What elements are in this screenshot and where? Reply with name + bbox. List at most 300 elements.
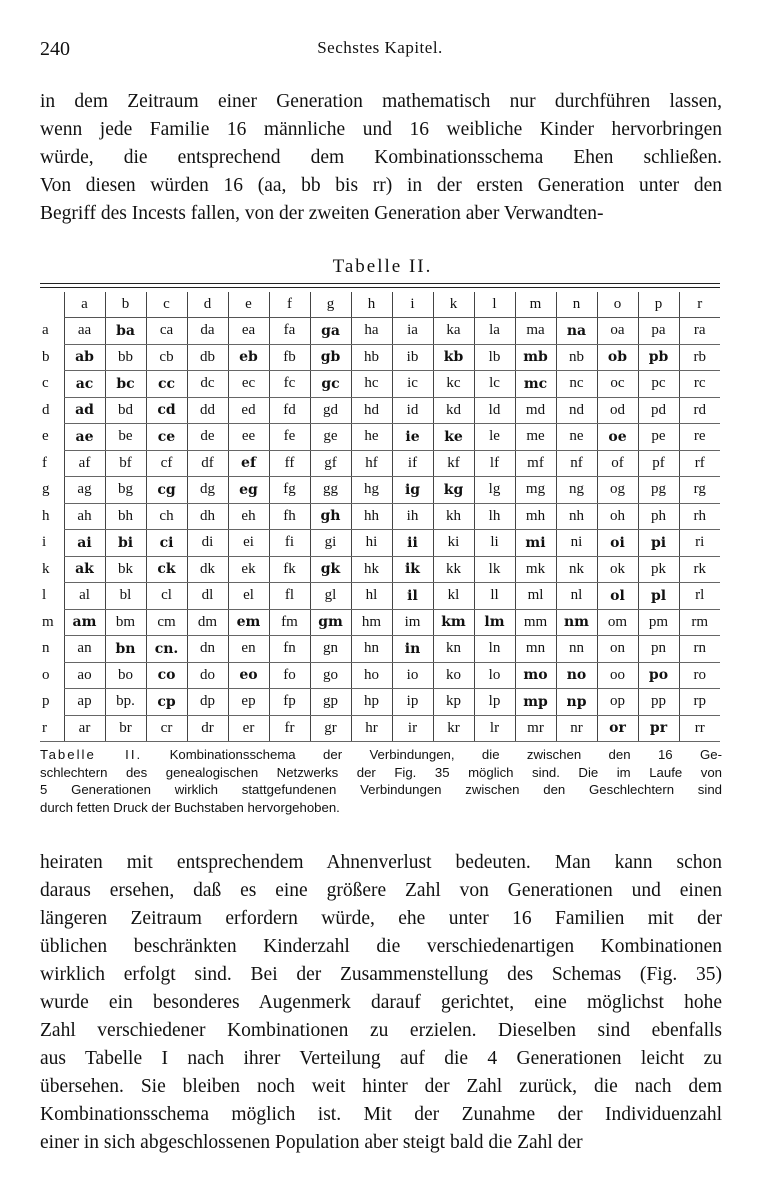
table-cell-bold: no: [556, 662, 597, 689]
table-cell: fg: [269, 477, 310, 504]
table-row: [40, 636, 720, 663]
column-header: k: [433, 292, 474, 318]
table-cell-bold: mb: [515, 344, 556, 371]
table-cell: kr: [433, 715, 474, 742]
table-cell-bold: ad: [64, 397, 105, 424]
table-cell: kk: [433, 556, 474, 583]
table-cell: dp: [187, 689, 228, 716]
table-cell-bold: bc: [105, 371, 146, 398]
table-cell: bg: [105, 477, 146, 504]
table-cell: eh: [228, 503, 269, 530]
table-cell: nb: [556, 344, 597, 371]
text-line: aus Tabelle I nach ihrer Verteilung auf die 4 Generationen leicht zu: [40, 1048, 722, 1069]
table-cell: lo: [474, 662, 515, 689]
table-cell: oo: [597, 662, 638, 689]
table-cell: ni: [556, 530, 597, 557]
table-cell: ao: [64, 662, 105, 689]
table-cell: oa: [597, 318, 638, 345]
text-line: in dem Zeitraum einer Generation mathematisch nur durchführen lassen,: [40, 91, 722, 112]
table-cell: li: [474, 530, 515, 557]
table-cell: lh: [474, 503, 515, 530]
table-cell: ar: [64, 715, 105, 742]
table-cell: pk: [638, 556, 679, 583]
table-cell: mk: [515, 556, 556, 583]
table-cell-bold: ke: [433, 424, 474, 451]
table-cell: rm: [679, 609, 720, 636]
table-cell-bold: ai: [64, 530, 105, 557]
table-cell: ln: [474, 636, 515, 663]
table-cell: lf: [474, 450, 515, 477]
row-header: r: [40, 715, 64, 742]
table-cell: hd: [351, 397, 392, 424]
table-cell-bold: bn: [105, 636, 146, 663]
table-cell: ph: [638, 503, 679, 530]
table-cell-bold: ii: [392, 530, 433, 557]
table-cell: on: [597, 636, 638, 663]
table-cell: ib: [392, 344, 433, 371]
table-cell: ne: [556, 424, 597, 451]
column-header: b: [105, 292, 146, 318]
table-cell-bold: ie: [392, 424, 433, 451]
table-cell: re: [679, 424, 720, 451]
table-cell: bp.: [105, 689, 146, 716]
table-cell-bold: gk: [310, 556, 351, 583]
table-cell: hr: [351, 715, 392, 742]
table-cell: pm: [638, 609, 679, 636]
table-cell: nr: [556, 715, 597, 742]
table-row: [40, 318, 720, 345]
table-cell-bold: lm: [474, 609, 515, 636]
table-cell: rn: [679, 636, 720, 663]
table-cell: bo: [105, 662, 146, 689]
table-cell: mh: [515, 503, 556, 530]
table-row: [40, 397, 720, 424]
text-line: einer in sich abgeschlossenen Population aber steigt bald die Zahl der: [40, 1132, 583, 1153]
table-cell: gp: [310, 689, 351, 716]
table-cell-bold: ce: [146, 424, 187, 451]
table-cell: ir: [392, 715, 433, 742]
table-cell: bd: [105, 397, 146, 424]
table-cell: el: [228, 583, 269, 610]
table-cell: fc: [269, 371, 310, 398]
table-cell-bold: ik: [392, 556, 433, 583]
paragraph-bottom: [40, 849, 722, 1157]
table-cell: rb: [679, 344, 720, 371]
table-cell: ld: [474, 397, 515, 424]
table-cell: kc: [433, 371, 474, 398]
table-cell: lg: [474, 477, 515, 504]
table-cell: oc: [597, 371, 638, 398]
caption-line: schlechtern des genealogischen Netzwerks der Fig. 35 möglich sind. Die im Laufe von: [40, 764, 722, 780]
table-cell: gd: [310, 397, 351, 424]
table-cell-bold: mo: [515, 662, 556, 689]
row-header: m: [42, 613, 54, 630]
table-cell-bold: co: [146, 662, 187, 689]
table-cell: rf: [679, 450, 720, 477]
table-cell: nl: [556, 583, 597, 610]
table-cell: ch: [146, 503, 187, 530]
row-header: d: [42, 401, 50, 418]
table-cell: fm: [269, 609, 310, 636]
table-cell: pg: [638, 477, 679, 504]
table-cell-bold: ci: [146, 530, 187, 557]
row-header: o: [42, 666, 50, 683]
table-cell: mn: [515, 636, 556, 663]
table-cell-bold: ck: [146, 556, 187, 583]
text-line: Begriff des Incests fallen, von der zweiten Generation aber Verwandten-: [40, 203, 604, 224]
table-cell: pf: [638, 450, 679, 477]
table-cell: cr: [146, 715, 187, 742]
table-cell: rg: [679, 477, 720, 504]
table-cell: ml: [515, 583, 556, 610]
table-cell-bold: pl: [638, 583, 679, 610]
table-cell: ih: [392, 503, 433, 530]
table-cell: fh: [269, 503, 310, 530]
table-cell: bk: [105, 556, 146, 583]
table-cell: nd: [556, 397, 597, 424]
text-line: längeren Zeitraum erfordern würde, ehe unter 16 Familien mit der: [40, 908, 722, 929]
column-header: e: [228, 292, 269, 318]
table-cell: pn: [638, 636, 679, 663]
table-cell: cl: [146, 583, 187, 610]
table-cell: ic: [392, 371, 433, 398]
table-cell: pp: [638, 689, 679, 716]
table-rule: [40, 287, 720, 288]
row-header: p: [42, 693, 50, 710]
column-header: i: [392, 292, 433, 318]
table-cell: ah: [64, 503, 105, 530]
table-cell: df: [187, 450, 228, 477]
table-rule: [40, 283, 720, 284]
table-cell: dk: [187, 556, 228, 583]
table-cell: pd: [638, 397, 679, 424]
table-cell-bold: gb: [310, 344, 351, 371]
table-row: [40, 344, 720, 371]
table-cell: cm: [146, 609, 187, 636]
table-cell: fa: [269, 318, 310, 345]
table-cell: nf: [556, 450, 597, 477]
column-header: c: [146, 292, 187, 318]
table-cell: bh: [105, 503, 146, 530]
text-line: würde, die entsprechend dem Kombinationsschema Ehen schließen.: [40, 147, 722, 168]
table-row: [40, 424, 720, 451]
row-header: f: [42, 454, 47, 471]
table-cell: kf: [433, 450, 474, 477]
column-header: g: [310, 292, 351, 318]
table-cell: fl: [269, 583, 310, 610]
row-header: e: [42, 428, 49, 445]
table-cell: ei: [228, 530, 269, 557]
row-header: b: [42, 348, 50, 365]
table-cell-bold: pb: [638, 344, 679, 371]
table-cell: ia: [392, 318, 433, 345]
table-cell: mm: [515, 609, 556, 636]
table-cell: rh: [679, 503, 720, 530]
table-cell: gg: [310, 477, 351, 504]
table-cell: pc: [638, 371, 679, 398]
table-cell: rr: [679, 715, 720, 742]
table-cell: bb: [105, 344, 146, 371]
table-row: [40, 715, 720, 742]
table-title: Tabelle II.: [332, 256, 433, 277]
table-cell: ho: [351, 662, 392, 689]
table-cell-bold: eg: [228, 477, 269, 504]
table-cell: ek: [228, 556, 269, 583]
text-line: Von diesen würden 16 (aa, bb bis rr) in der ersten Generation unter den: [40, 175, 722, 196]
table-cell: fk: [269, 556, 310, 583]
table-cell: og: [597, 477, 638, 504]
table-cell: en: [228, 636, 269, 663]
table-cell-bold: nm: [556, 609, 597, 636]
table-cell: dh: [187, 503, 228, 530]
table-cell-bold: cc: [146, 371, 187, 398]
column-header: o: [597, 292, 638, 318]
table-cell: kd: [433, 397, 474, 424]
table-cell: ep: [228, 689, 269, 716]
table-cell-bold: oe: [597, 424, 638, 451]
table-cell: dc: [187, 371, 228, 398]
row-header: i: [42, 534, 47, 551]
table-cell: ma: [515, 318, 556, 345]
text-line: übersehen. Sie bleiben noch weit hinter der Zahl zurück, die nach dem: [40, 1076, 722, 1097]
row-header: g: [42, 481, 50, 498]
table-cell: of: [597, 450, 638, 477]
table-cell-bold: in: [392, 636, 433, 663]
table-cell: hg: [351, 477, 392, 504]
column-header: d: [187, 292, 228, 318]
table-cell-bold: ef: [228, 450, 269, 477]
caption-label: Tabelle II.: [40, 747, 143, 762]
table-cell: op: [597, 689, 638, 716]
table-cell: mf: [515, 450, 556, 477]
table-cell: fo: [269, 662, 310, 689]
table-row: [40, 477, 720, 504]
table-row: [40, 609, 720, 636]
table-cell-bold: mp: [515, 689, 556, 716]
column-header: r: [679, 292, 720, 318]
caption-text: Kombinationsschema der Verbindungen, die zwischen den 16 Ge-: [169, 747, 722, 762]
table-row: [40, 530, 720, 557]
table-cell: di: [187, 530, 228, 557]
table-cell: do: [187, 662, 228, 689]
table-cell-bold: cd: [146, 397, 187, 424]
column-header: n: [556, 292, 597, 318]
table-cell: ea: [228, 318, 269, 345]
table-corner: [40, 292, 64, 318]
table-cell-bold: pi: [638, 530, 679, 557]
row-header: l: [42, 587, 47, 604]
table-cell-bold: mc: [515, 371, 556, 398]
table-cell: fb: [269, 344, 310, 371]
table-header-row: [40, 292, 720, 318]
table-cell: id: [392, 397, 433, 424]
table-cell: nh: [556, 503, 597, 530]
table-cell: kl: [433, 583, 474, 610]
table-cell-bold: ab: [64, 344, 105, 371]
table-cell: lr: [474, 715, 515, 742]
table-cell: fe: [269, 424, 310, 451]
table-cell-bold: ak: [64, 556, 105, 583]
table-cell: ll: [474, 583, 515, 610]
table-row: [40, 503, 720, 530]
table-cell-bold: am: [64, 609, 105, 636]
table-cell: hl: [351, 583, 392, 610]
table-cell: hb: [351, 344, 392, 371]
table-cell: lp: [474, 689, 515, 716]
column-header: l: [474, 292, 515, 318]
table-cell-bold: np: [556, 689, 597, 716]
table-cell-bold: na: [556, 318, 597, 345]
table-cell-bold: ga: [310, 318, 351, 345]
table-cell: dd: [187, 397, 228, 424]
table-cell: be: [105, 424, 146, 451]
table-cell: gl: [310, 583, 351, 610]
table-cell-bold: or: [597, 715, 638, 742]
row-header: n: [42, 640, 50, 657]
table-cell: ka: [433, 318, 474, 345]
table-cell-bold: cn.: [146, 636, 187, 663]
table-cell: al: [64, 583, 105, 610]
table-row: [40, 689, 720, 716]
table-cell: hi: [351, 530, 392, 557]
row-header: c: [42, 375, 49, 392]
table-cell: mg: [515, 477, 556, 504]
table-cell: rl: [679, 583, 720, 610]
table-cell: oh: [597, 503, 638, 530]
table-cell: od: [597, 397, 638, 424]
table-cell: fd: [269, 397, 310, 424]
table-cell: hn: [351, 636, 392, 663]
column-header: a: [64, 292, 105, 318]
table-cell: gr: [310, 715, 351, 742]
table-cell-bold: cp: [146, 689, 187, 716]
table-cell: fi: [269, 530, 310, 557]
table-cell-bold: em: [228, 609, 269, 636]
table-cell: kp: [433, 689, 474, 716]
text-line: Zahl verschiedener Kombinationen zu erzielen. Dieselben sind ebenfalls: [40, 1020, 722, 1041]
table-cell: hp: [351, 689, 392, 716]
table-cell: lk: [474, 556, 515, 583]
table-cell: ff: [269, 450, 310, 477]
table-cell-bold: ae: [64, 424, 105, 451]
table-row: [40, 662, 720, 689]
table-cell: fn: [269, 636, 310, 663]
combination-table: [40, 292, 720, 742]
table-cell-bold: kb: [433, 344, 474, 371]
paragraph-top: [40, 88, 722, 228]
table-cell-bold: mi: [515, 530, 556, 557]
table-cell: bf: [105, 450, 146, 477]
table-cell: if: [392, 450, 433, 477]
table-cell: hm: [351, 609, 392, 636]
column-header: p: [638, 292, 679, 318]
table-cell: ee: [228, 424, 269, 451]
table-cell: aa: [64, 318, 105, 345]
table-cell: ap: [64, 689, 105, 716]
table-cell-bold: gm: [310, 609, 351, 636]
table-cell: dl: [187, 583, 228, 610]
table-cell: ag: [64, 477, 105, 504]
table-cell: kh: [433, 503, 474, 530]
table-cell-bold: eb: [228, 344, 269, 371]
table-cell-bold: pr: [638, 715, 679, 742]
table-cell: ko: [433, 662, 474, 689]
table-cell-bold: cg: [146, 477, 187, 504]
column-header: h: [351, 292, 392, 318]
table-cell: ki: [433, 530, 474, 557]
table-cell-bold: km: [433, 609, 474, 636]
table-cell-bold: ol: [597, 583, 638, 610]
text-line: wurde ein besonderes Augenmerk darauf gerichtet, eine möglichst hohe: [40, 992, 722, 1013]
table-row: [40, 583, 720, 610]
table-cell: de: [187, 424, 228, 451]
table-cell: rk: [679, 556, 720, 583]
text-line: üblichen beschränkten Kinderzahl die verschiedenartigen Kombinationen: [40, 936, 722, 957]
table-cell-bold: il: [392, 583, 433, 610]
table-cell: ok: [597, 556, 638, 583]
table-cell: ro: [679, 662, 720, 689]
table-cell: hf: [351, 450, 392, 477]
table-cell: gi: [310, 530, 351, 557]
row-header: h: [42, 507, 50, 524]
table-cell: md: [515, 397, 556, 424]
table-row: [40, 450, 720, 477]
table-cell: he: [351, 424, 392, 451]
table-cell: rp: [679, 689, 720, 716]
table-cell-bold: oi: [597, 530, 638, 557]
table-cell: cf: [146, 450, 187, 477]
caption-line: durch fetten Druck der Buchstaben hervorgehoben.: [40, 799, 340, 815]
text-line: Kombinationsschema möglich ist. Mit der Zunahme der Individuenzahl: [40, 1104, 722, 1125]
table-cell: rd: [679, 397, 720, 424]
table-cell: pe: [638, 424, 679, 451]
table-cell: mr: [515, 715, 556, 742]
table-cell: hk: [351, 556, 392, 583]
table-cell: nn: [556, 636, 597, 663]
table-cell: io: [392, 662, 433, 689]
table-caption: [40, 746, 722, 816]
text-line: wenn jede Familie 16 männliche und 16 weibliche Kinder hervorbringen: [40, 119, 722, 140]
table-cell: gf: [310, 450, 351, 477]
table-cell: fr: [269, 715, 310, 742]
table-cell: dm: [187, 609, 228, 636]
table-cell: ha: [351, 318, 392, 345]
table-cell-bold: gh: [310, 503, 351, 530]
table-cell: la: [474, 318, 515, 345]
table-cell: ec: [228, 371, 269, 398]
column-header: m: [515, 292, 556, 318]
table-cell-bold: eo: [228, 662, 269, 689]
table-cell: me: [515, 424, 556, 451]
table-cell: dg: [187, 477, 228, 504]
text-line: heiraten mit entsprechendem Ahnenverlust bedeuten. Man kann schon: [40, 852, 722, 873]
table-cell: ra: [679, 318, 720, 345]
table-cell: rc: [679, 371, 720, 398]
page-number: 240: [40, 38, 70, 60]
table-cell: bl: [105, 583, 146, 610]
table-cell: ge: [310, 424, 351, 451]
table-row: [40, 371, 720, 398]
table-cell: ri: [679, 530, 720, 557]
table-cell: hh: [351, 503, 392, 530]
table-cell: nc: [556, 371, 597, 398]
table-cell: lb: [474, 344, 515, 371]
table-cell: im: [392, 609, 433, 636]
caption-line: [40, 746, 722, 764]
table-cell: kn: [433, 636, 474, 663]
table-cell: om: [597, 609, 638, 636]
page-header: [40, 38, 720, 64]
